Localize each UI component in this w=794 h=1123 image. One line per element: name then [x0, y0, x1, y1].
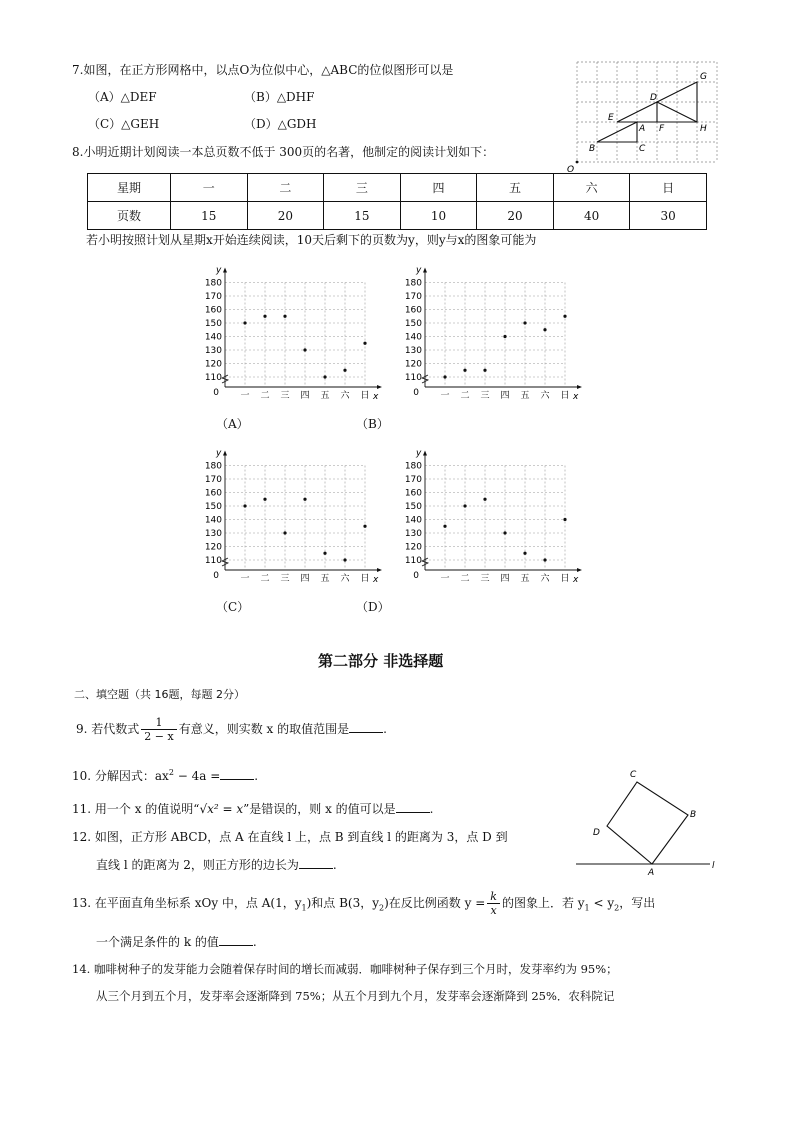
label-o: O: [567, 165, 575, 173]
data-point: [503, 335, 506, 338]
y-tick-label: 160: [404, 305, 422, 316]
x-tick-label: 五: [520, 391, 530, 401]
q10-post: − 4a =: [173, 769, 221, 783]
part2-title: 第二部分 非选择题: [318, 652, 444, 670]
x-tick-label: 五: [320, 391, 330, 401]
table-cell-pages: 20: [477, 202, 554, 230]
table-cell-day: 一: [171, 174, 248, 202]
y-tick-label: 180: [404, 461, 422, 472]
q9-denominator: 2 − x: [144, 730, 174, 744]
x-tick-label: 五: [520, 574, 530, 584]
axis-break-mark: [422, 375, 428, 383]
q11-answer-blank[interactable]: [396, 802, 430, 813]
x-tick-label: 三: [480, 574, 490, 584]
y-tick-label: 110: [204, 556, 222, 566]
origin-label: 0: [213, 571, 219, 581]
table-cell-day: 日: [630, 174, 707, 202]
axis-break-mark: [222, 375, 228, 383]
q12-line1: 12. 如图，正方形 ABCD，点 A 在直线 l 上，点 B 到直线 l 的距离为 3，点 D 到: [72, 830, 508, 844]
table-cell-day: 四: [400, 174, 477, 202]
q12-end: .: [332, 858, 337, 872]
label-g: G: [700, 72, 707, 82]
data-point: [483, 498, 486, 501]
q9-end: .: [383, 722, 387, 737]
q7-option-c[interactable]: （C）△GEH: [88, 117, 160, 131]
x-tick-label: 二: [460, 391, 470, 401]
data-point: [323, 552, 326, 555]
y-tick-label: 130: [204, 529, 222, 539]
y-axis-arrow: [223, 268, 227, 273]
label-d: D: [593, 828, 600, 838]
y-tick-label: 110: [204, 373, 222, 383]
data-point: [463, 504, 466, 507]
x-tick-label: 六: [540, 391, 550, 401]
reading-plan-table: [87, 173, 707, 230]
q13-sub2: 2: [379, 903, 385, 913]
x-tick-label: 四: [300, 574, 310, 584]
x-axis-arrow: [377, 385, 382, 389]
label-f: F: [659, 124, 665, 134]
q8-question: 若小明按照计划从星期x开始连续阅读，10天后剩下的页数为y，则y与x的图象可能为: [86, 233, 537, 247]
data-point: [443, 525, 446, 528]
table-cell-day: 二: [247, 174, 324, 202]
x-axis-label: x: [373, 575, 379, 585]
q13-mid4: < y: [589, 896, 615, 911]
table-row-days: [88, 174, 707, 202]
table-cell-pages: 15: [324, 202, 401, 230]
label-c: C: [639, 144, 646, 154]
point-o: [576, 161, 579, 164]
x-tick-label: 日: [360, 574, 370, 584]
x-tick-label: 六: [540, 574, 550, 584]
x-tick-label: 三: [280, 574, 290, 584]
q11-end: .: [429, 802, 434, 816]
q10-answer-blank[interactable]: [220, 769, 254, 780]
data-point: [303, 348, 306, 351]
data-point: [343, 369, 346, 372]
x-tick-label: 二: [460, 574, 470, 584]
x-tick-label: 一: [440, 574, 450, 584]
y-tick-label: 180: [204, 278, 222, 289]
x-tick-label: 二: [260, 391, 270, 401]
data-point: [523, 321, 526, 324]
data-point: [323, 375, 326, 378]
chart-grid: [425, 466, 565, 571]
data-point: [543, 558, 546, 561]
y-tick-label: 130: [404, 346, 422, 356]
origin-label: 0: [213, 388, 219, 398]
y-tick-label: 180: [204, 461, 222, 472]
x-tick-label: 六: [340, 574, 350, 584]
q8-stem: 8.小明近期计划阅读一本总页数不低于 300页的名著，他制定的阅读计划如下：: [72, 145, 495, 159]
q8-chart-d[interactable]: [395, 441, 595, 591]
y-axis-arrow: [423, 268, 427, 273]
data-point: [363, 525, 366, 528]
data-point: [243, 321, 246, 324]
y-tick-label: 140: [404, 515, 422, 526]
label-e: E: [608, 113, 614, 123]
data-point: [283, 315, 286, 318]
y-tick-label: 140: [404, 332, 422, 343]
data-point: [523, 552, 526, 555]
data-point: [503, 531, 506, 534]
x-tick-label: 日: [560, 391, 570, 401]
y-axis-label: y: [416, 448, 422, 459]
origin-label: 0: [413, 388, 419, 398]
label-d: D: [650, 93, 657, 103]
q13-sub1: 1: [301, 903, 307, 913]
y-tick-label: 110: [404, 556, 422, 566]
q13-denominator: x: [490, 904, 497, 918]
q13-line2-text: 一个满足条件的 k 的值: [96, 935, 219, 949]
square-abcd: [607, 782, 688, 864]
data-point: [243, 504, 246, 507]
data-point: [263, 498, 266, 501]
y-tick-label: 120: [204, 542, 222, 553]
data-point: [563, 518, 566, 521]
q13-line2: [96, 935, 257, 949]
axis-break-mark: [222, 558, 228, 566]
table-header-weekday: 星期: [88, 174, 171, 202]
y-tick-label: 120: [404, 542, 422, 553]
axis-break-mark: [422, 558, 428, 566]
q13-line1: [72, 890, 655, 917]
origin-label: 0: [413, 571, 419, 581]
label-l: l: [712, 861, 715, 871]
q13-mid1: )和点 B(3，y: [306, 896, 380, 911]
x-tick-label: 一: [440, 391, 450, 401]
q7-stem: 7.如图，在正方形网格中，以点O为位似中心，△ABC的位似图形可以是: [72, 63, 454, 77]
chart-grid: [425, 283, 565, 388]
data-point: [303, 498, 306, 501]
q12-line2: [96, 858, 337, 872]
y-tick-label: 120: [204, 359, 222, 370]
y-tick-label: 140: [204, 515, 222, 526]
x-tick-label: 三: [480, 391, 490, 401]
table-cell-day: 六: [553, 174, 630, 202]
label-c: C: [630, 770, 637, 780]
q9-answer-blank[interactable]: [349, 722, 383, 733]
q13-sub3: 1: [584, 903, 590, 913]
q12-square-figure: [570, 765, 730, 877]
q11-post: ”是错误的，则 x 的值可以是: [243, 802, 396, 816]
y-tick-label: 130: [204, 346, 222, 356]
q10-exponent: 2: [168, 768, 174, 777]
table-cell-day: 三: [324, 174, 401, 202]
y-tick-label: 170: [404, 475, 422, 485]
q13-pre: 13. 在平面直角坐标系 xOy 中，点 A(1，y: [72, 896, 302, 911]
table-cell-day: 五: [477, 174, 554, 202]
table-header-pages: 页数: [88, 202, 171, 230]
x-tick-label: 二: [260, 574, 270, 584]
y-tick-label: 160: [204, 488, 222, 499]
data-point: [263, 315, 266, 318]
q8-option-b-label[interactable]: （B）: [356, 417, 389, 431]
data-point: [443, 375, 446, 378]
q9-post: 有意义，则实数 x 的取值范围是: [178, 722, 350, 737]
q7-option-a[interactable]: （A）△DEF: [88, 90, 157, 104]
data-point: [343, 558, 346, 561]
data-point: [483, 369, 486, 372]
q9-pre: 9. 若代数式: [76, 722, 140, 737]
y-tick-label: 170: [404, 292, 422, 302]
q7-grid-lines: [577, 62, 717, 162]
x-tick-label: 三: [280, 391, 290, 401]
table-cell-pages: 30: [630, 202, 707, 230]
q7-option-b[interactable]: （B）△DHF: [244, 90, 315, 104]
y-tick-label: 130: [404, 529, 422, 539]
q9-fraction: [141, 716, 176, 743]
y-axis-arrow: [223, 451, 227, 456]
data-point: [463, 369, 466, 372]
q8-chart-a[interactable]: [195, 258, 395, 408]
x-axis-label: x: [573, 575, 579, 585]
x-axis-arrow: [577, 385, 582, 389]
q11-pre: 11. 用一个 x 的值说明“: [72, 802, 200, 816]
q13-fraction: [487, 890, 500, 917]
q13-post: ，写出: [619, 896, 656, 911]
y-tick-label: 170: [204, 475, 222, 485]
x-tick-label: 一: [240, 574, 250, 584]
y-tick-label: 170: [204, 292, 222, 302]
x-tick-label: 四: [300, 391, 310, 401]
y-axis-label: y: [216, 265, 222, 276]
q10-pre: 10. 分解因式：ax: [72, 769, 169, 783]
q10: [72, 768, 258, 783]
q12-answer-blank[interactable]: [299, 858, 333, 869]
y-tick-label: 150: [204, 502, 222, 512]
q8-chart-c[interactable]: [195, 441, 395, 591]
x-tick-label: 四: [500, 391, 510, 401]
q11: [72, 802, 434, 816]
q9: [76, 716, 387, 743]
table-row-pages: [88, 202, 707, 230]
q12-line2-text: 直线 l 的距离为 2，则正方形的边长为: [96, 858, 299, 872]
label-h: H: [700, 124, 707, 134]
y-axis-arrow: [423, 451, 427, 456]
x-axis-arrow: [577, 568, 582, 572]
q13-mid2: )在反比例函数 y =: [384, 896, 486, 911]
y-axis-label: y: [416, 265, 422, 276]
label-a: A: [648, 868, 655, 877]
x-tick-label: 日: [360, 391, 370, 401]
q13-numerator: k: [487, 890, 500, 904]
table-cell-pages: 40: [553, 202, 630, 230]
y-tick-label: 140: [204, 332, 222, 343]
q11-expression: √x² = x: [199, 802, 244, 816]
q13-end: .: [252, 935, 257, 949]
x-axis-label: x: [373, 392, 379, 402]
data-point: [283, 531, 286, 534]
table-cell-pages: 15: [171, 202, 248, 230]
q14-line1: 14. 咖啡树种子的发芽能力会随着保存时间的增长而减弱．咖啡树种子保存到三个月时，发芽率约为 95%；: [72, 962, 618, 976]
data-point: [543, 328, 546, 331]
x-tick-label: 一: [240, 391, 250, 401]
x-tick-label: 六: [340, 391, 350, 401]
label-b: B: [690, 810, 697, 820]
x-axis-label: x: [573, 392, 579, 402]
q8-option-c-label[interactable]: （C）: [216, 600, 250, 614]
x-tick-label: 日: [560, 574, 570, 584]
q8-option-d-label[interactable]: （D）: [356, 600, 390, 614]
q14-line2: 从三个月到五个月，发芽率会逐渐降到 75%；从五个月到九个月，发芽率会逐渐降到 25%．农科院记: [96, 989, 615, 1003]
label-a: A: [639, 124, 646, 134]
y-tick-label: 160: [404, 488, 422, 499]
table-cell-pages: 20: [247, 202, 324, 230]
q7-grid-figure: [560, 58, 730, 173]
q7-option-d[interactable]: （D）△GDH: [244, 117, 317, 131]
y-tick-label: 150: [404, 502, 422, 512]
data-point: [363, 342, 366, 345]
section-heading: 二、填空题（共 16题，每题 2分）: [74, 688, 245, 701]
q10-end: .: [254, 769, 259, 783]
chart-grid: [225, 466, 365, 571]
q13-mid3: 的图象上．若 y: [501, 896, 585, 911]
x-axis-arrow: [377, 568, 382, 572]
y-tick-label: 150: [404, 319, 422, 329]
q13-sub4: 2: [614, 903, 620, 913]
y-tick-label: 120: [404, 359, 422, 370]
q13-answer-blank[interactable]: [219, 935, 253, 946]
x-tick-label: 五: [320, 574, 330, 584]
y-tick-label: 160: [204, 305, 222, 316]
y-tick-label: 150: [204, 319, 222, 329]
y-axis-label: y: [216, 448, 222, 459]
q8-chart-b[interactable]: [395, 258, 595, 408]
table-cell-pages: 10: [400, 202, 477, 230]
q8-option-a-label[interactable]: （A）: [216, 417, 249, 431]
y-tick-label: 110: [404, 373, 422, 383]
label-b: B: [589, 144, 596, 154]
y-tick-label: 180: [404, 278, 422, 289]
x-tick-label: 四: [500, 574, 510, 584]
data-point: [563, 315, 566, 318]
q9-numerator: 1: [141, 716, 176, 730]
